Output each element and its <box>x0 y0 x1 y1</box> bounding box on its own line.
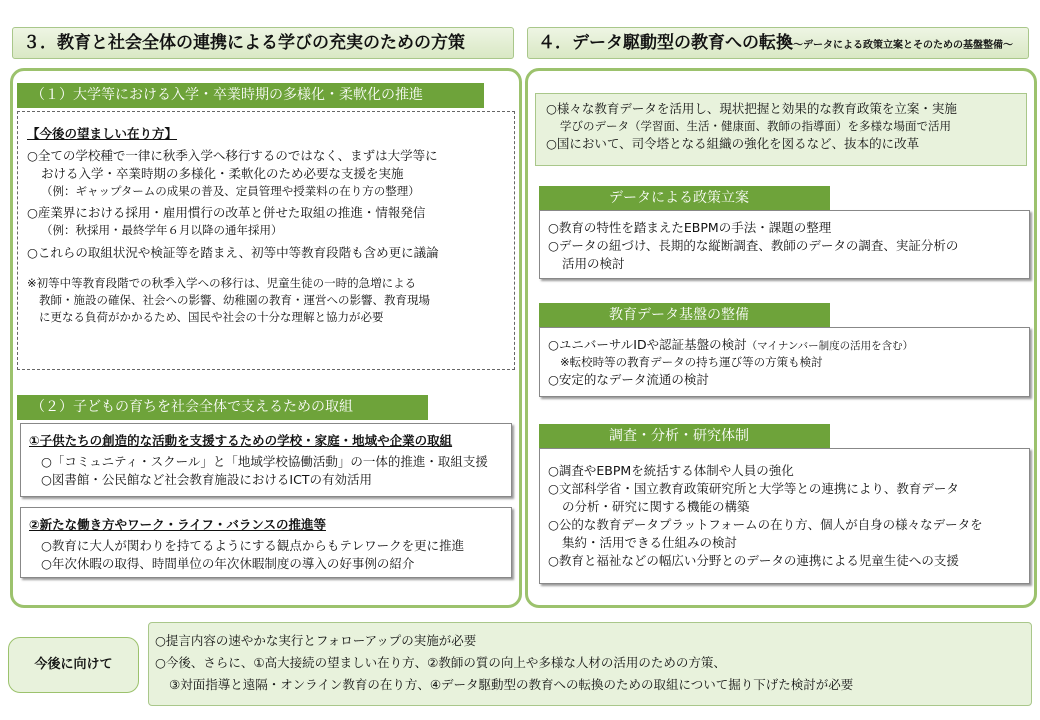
blockC-item4: ○教育と福祉などの幅広い分野とのデータの連携による児童生徒への支援 <box>548 553 959 568</box>
blockB-item1-sub: ※転校時等の教育データの持ち運び等の方策も検討 <box>560 355 823 369</box>
blockC-box <box>539 448 1030 584</box>
sub1-item1-line1: ○全ての学校種で一律に秋季入学へ移行するのではなく、まずは大学等に <box>27 148 438 163</box>
future-label <box>8 637 139 693</box>
sub1-item3: ○これらの取組状況や検証等を踏まえ、初等中等教育段階も含め更に議論 <box>27 245 439 260</box>
sub2-box1-item2: ○図書館・公民館など社会教育施設におけるICTの有効活用 <box>41 472 372 487</box>
sub1-heading: 【今後の望ましい在り方】 <box>27 126 178 141</box>
section4-title-sub: ～データによる政策立案とそのための基盤整備～ <box>793 40 1013 51</box>
future-box <box>148 622 1032 706</box>
blockC-title-text: 調査・分析・研究体制 <box>609 428 749 444</box>
blockA-item2-line2: 活用の検討 <box>562 256 625 271</box>
blockB-item1-note: （マイナンバー制度の活用を含む） <box>746 340 914 352</box>
blockB-title <box>539 303 830 328</box>
blockB-item1: ○ユニバーサルIDや認証基盤の検討 <box>548 337 747 352</box>
future-label-text: 今後に向けて <box>34 657 113 672</box>
sub1-item1-line2: おける入学・卒業時期の多様化・柔軟化のため必要な支援を実施 <box>41 166 404 181</box>
blockC-item2-line1: ○文部科学省・国立教育政策研究所と大学等との連携により、教育データ <box>548 481 959 496</box>
sub2-box1-heading: ①子供たちの創造的な活動を支援するための学校・家庭・地域や企業の取組 <box>29 433 453 448</box>
sub2-box2-item2: ○年次休暇の取得、時間単位の年次休暇制度の導入の好事例の紹介 <box>41 556 415 571</box>
sub1-note-line2: 教師・施設の確保、社会への影響、幼稚園の教育・運営への影響、教育現場 <box>39 293 430 307</box>
blockC-item2-line2: の分析・研究に関する機能の構築 <box>562 499 750 514</box>
sub2-title-text: （２）子どもの育ちを社会全体で支えるための取組 <box>31 399 353 415</box>
future-line1: ○提言内容の速やかな実行とフォローアップの実施が必要 <box>155 633 477 648</box>
blockA-item2-line1: ○データの紐づけ、長期的な縦断調査、教師のデータの調査、実証分析の <box>548 238 959 253</box>
section4-title: ４．データ駆動型の教育への転換 <box>538 33 793 53</box>
sub2-box2-item1: ○教育に大人が関わりを持てるようにする観点からもテレワークを更に推進 <box>41 538 465 553</box>
sub1-title <box>17 83 484 108</box>
blockA-box <box>539 210 1030 279</box>
future-line3: ③対面指導と遠隔・オンライン教育の在り方、④データ駆動型の教育への転換のための取組について掘り下げた検討が必要 <box>169 677 854 692</box>
sub1-item2-line2: （例：秋採用・最終学年６月以降の通年採用） <box>41 223 283 237</box>
intro-line1: ○様々な教育データを活用し、現状把握と効果的な教育政策を立案・実施 <box>546 101 957 116</box>
blockC-item1: ○調査やEBPMを統括する体制や人員の強化 <box>548 463 794 478</box>
sub2-box1-item1: ○「コミュニティ・スクール」と「地域学校協働活動」の一体的推進・取組支援 <box>41 454 488 469</box>
sub1-item2-line1: ○産業界における採用・雇用慣行の改革と併せた取組の推進・情報発信 <box>27 205 426 220</box>
blockB-box <box>539 327 1030 397</box>
sub2-title <box>17 395 428 420</box>
blockB-item2: ○安定的なデータ流通の検討 <box>548 372 709 387</box>
blockA-title-text: データによる政策立案 <box>609 190 749 206</box>
section3-header <box>12 27 514 59</box>
blockA-item1: ○教育の特性を踏まえたEBPMの手法・課題の整理 <box>548 220 832 235</box>
sub1-box <box>17 111 515 370</box>
blockC-title <box>539 424 830 449</box>
future-line2: ○今後、さらに、①高大接続の望ましい在り方、②教師の質の向上や多様な人材の活用のための方策、 <box>155 655 726 670</box>
blockC-item3-line2: 集約・活用できる仕組みの検討 <box>562 535 738 550</box>
sub2-box1 <box>20 423 512 497</box>
sub1-note-line1: ※初等中等教育段階での秋季入学への移行は、児童生徒の一時的急増による <box>27 276 417 290</box>
intro-line3: ○国において、司令塔となる組織の強化を図るなど、抜本的に改革 <box>546 136 920 151</box>
sub1-note-line3: に更なる負荷がかかるため、国民や社会の十分な理解と協力が必要 <box>39 310 384 324</box>
sub2-box2 <box>20 507 512 578</box>
section4-header <box>527 27 1029 59</box>
blockB-title-text: 教育データ基盤の整備 <box>609 307 749 323</box>
sub2-box2-heading: ②新たな働き方やワーク・ライフ・バランスの推進等 <box>29 517 326 532</box>
section4-intro <box>535 93 1027 166</box>
sub1-title-text: （１）大学等における入学・卒業時期の多様化・柔軟化の推進 <box>31 87 423 103</box>
blockA-title <box>539 186 830 211</box>
blockC-item3-line1: ○公的な教育データプラットフォームの在り方、個人が自身の様々なデータを <box>548 517 983 532</box>
section3-title: ３．教育と社会全体の連携による学びの充実のための方策 <box>23 33 465 53</box>
sub1-item1-line3: （例：ギャップタームの成果の普及、定員管理や授業料の在り方の整理） <box>41 184 420 198</box>
intro-line2: 学びのデータ（学習面、生活・健康面、教師の指導面）を多様な場面で活用 <box>560 119 951 133</box>
